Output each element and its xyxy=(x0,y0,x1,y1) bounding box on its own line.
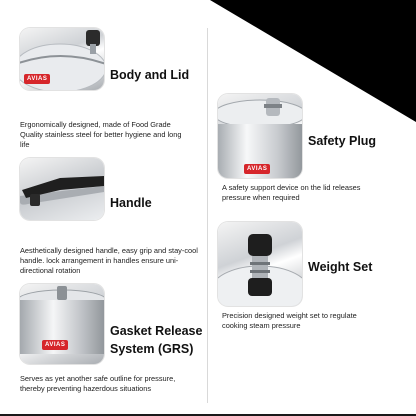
brand-logo: AVIAS xyxy=(24,74,50,84)
feature-title-handle: Handle xyxy=(110,196,152,210)
weight-set-image xyxy=(218,222,302,306)
weight-set-icon xyxy=(218,222,302,306)
gasket-image xyxy=(20,284,104,364)
feature-title-safety-plug: Safety Plug xyxy=(308,134,377,148)
feature-title-grs-line2: System (GRS) xyxy=(110,342,194,356)
feature-desc-grs: Serves as yet another safe outline for pressure, thereby preventing hazerdous situations xyxy=(20,374,176,393)
feature-title-weight-set: Weight Set xyxy=(308,260,373,274)
feature-desc-handle: Aesthetically designed handle, easy grip and stay-cool handle. lock arrangement in handles ensure uni-directional rotation xyxy=(20,246,198,275)
handle-icon xyxy=(20,158,104,220)
body-lid-image xyxy=(20,28,104,90)
feature-desc-weight-set: Precision designed weight set to regulate cooking steam pressure xyxy=(222,311,357,330)
feature-desc-safety-plug: A safety support device on the lid releases pressure when required xyxy=(222,183,361,202)
column-divider xyxy=(207,28,208,403)
feature-title-grs-line1: Gasket Release xyxy=(110,324,203,338)
feature-title-body-lid: Body and Lid xyxy=(110,68,190,82)
brand-logo: AVIAS xyxy=(244,164,270,174)
handle-image xyxy=(20,158,104,220)
brand-logo: AVIAS xyxy=(42,340,68,350)
gasket-release-icon xyxy=(20,284,104,364)
feature-desc-body-lid: Ergonomically designed, made of Food Grade Quality stainless steel for better hygiene and long life xyxy=(20,120,182,149)
safety-plug-image xyxy=(218,94,302,178)
